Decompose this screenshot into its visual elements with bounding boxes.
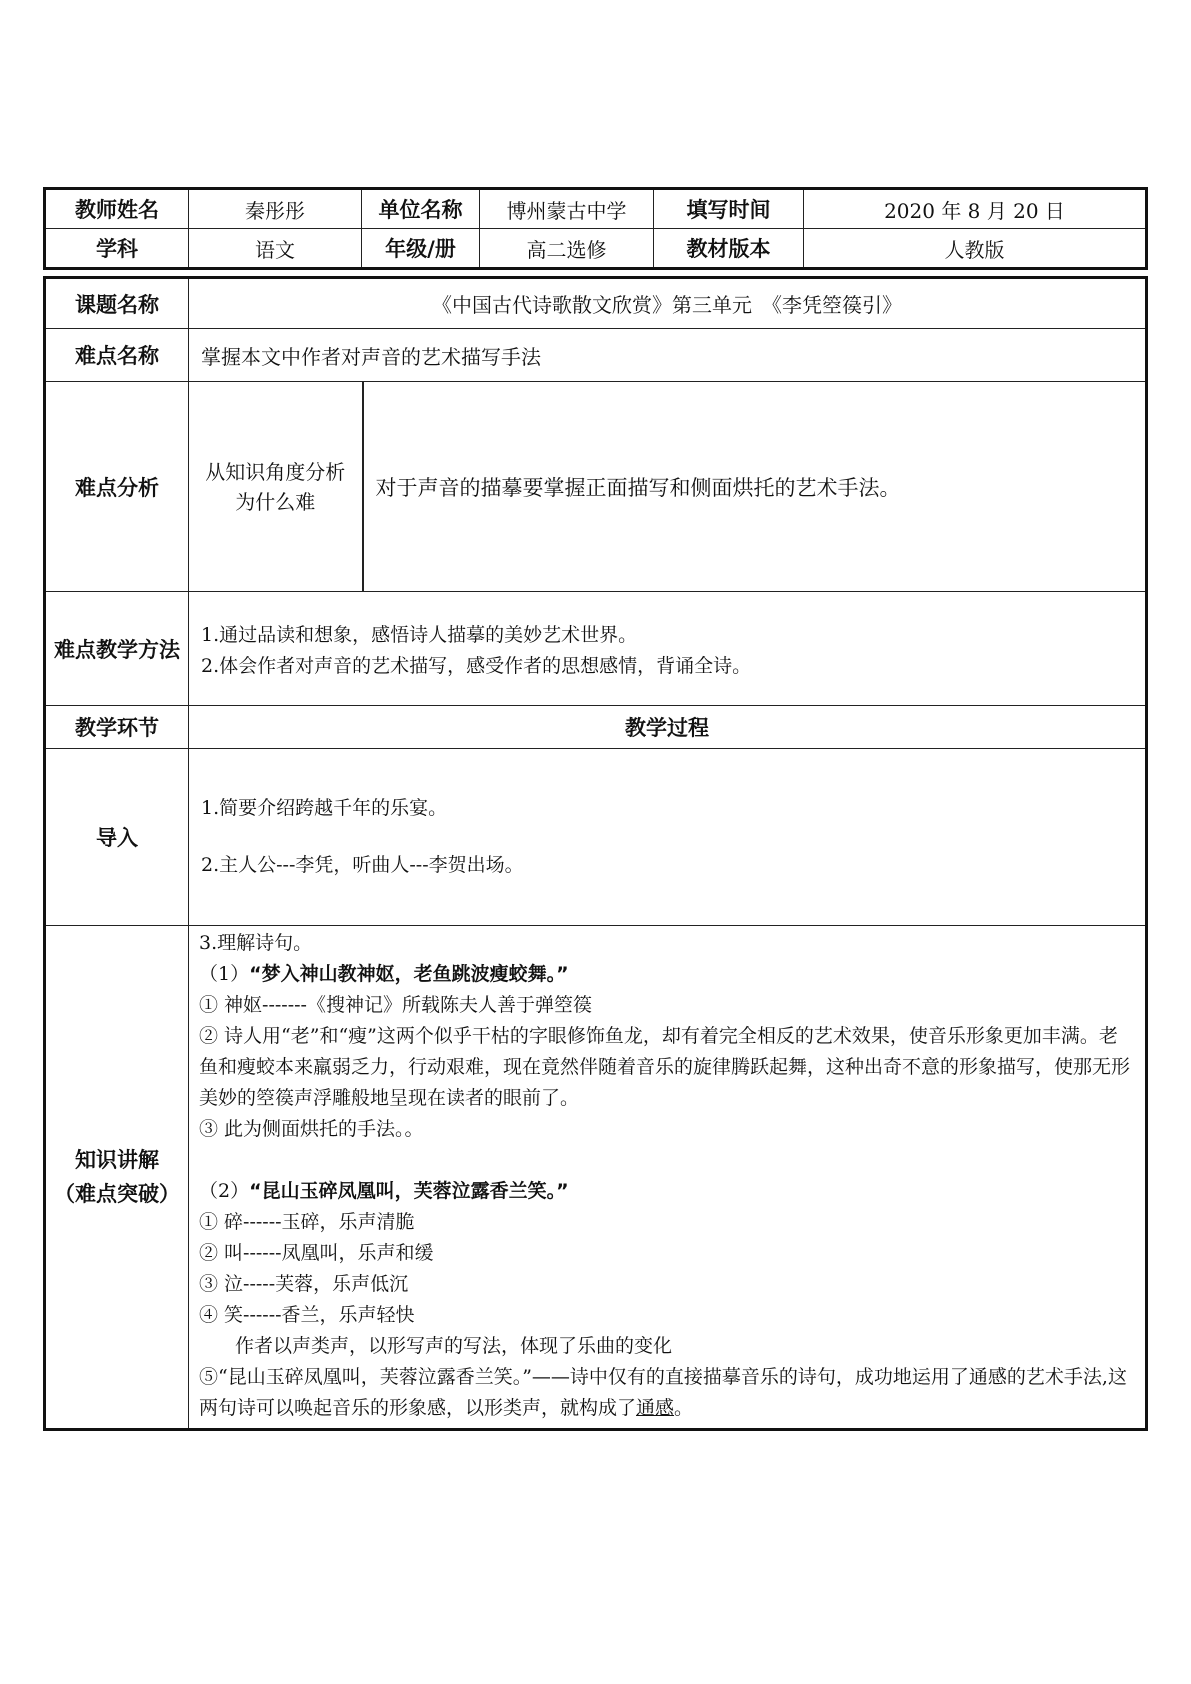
process-header-value: 教学过程 (189, 706, 1147, 749)
unit-name: 博州蒙古中学 (480, 189, 654, 229)
difficulty-value: 掌握本文中作者对声音的艺术描写手法 (189, 329, 1147, 382)
intro-content (189, 749, 1147, 926)
verse-2-note-4: ④ 笑------香兰，乐声轻快 (199, 1304, 415, 1326)
intro-item-2: 2.主人公---李凭，听曲人---李贺出场。 (201, 854, 524, 876)
knowledge-label (45, 926, 189, 1430)
grade-label: 年级/册 (362, 229, 480, 269)
process-stage-label: 教学环节 (45, 706, 189, 749)
verse-1-text: “梦入神山教神妪，老鱼跳波瘦蛟舞。” (249, 963, 569, 985)
verse-2-number: （2） (199, 1180, 250, 1202)
verse-1-note-2: ② 诗人用“老”和“瘦”这两个似乎干枯的字眼修饰鱼龙，却有着完全相反的艺术效果，使音乐形象更加丰满。老鱼和瘦蛟本来羸弱乏力，行动艰难，现在竟然伴随着音乐的旋律腾跃起舞，这种出奇不意的形象描写，使那无形美妙的箜篌声浮雕般地呈现在读者的眼前了。 (199, 1025, 1131, 1109)
analysis-sublabel (189, 382, 363, 592)
verse-1-note-3: ③ 此为侧面烘托的手法。。 (199, 1118, 424, 1140)
analysis-sublabel-line1: 从知识角度分析 (205, 459, 346, 484)
verse-1-note-1: ① 神妪-------《搜神记》所载陈夫人善于弹箜篌 (199, 994, 592, 1016)
header-table (43, 187, 1148, 270)
synesthesia-term: 通感 (636, 1397, 675, 1419)
grade-value: 高二选修 (480, 229, 654, 269)
difficulty-label: 难点名称 (45, 329, 189, 382)
verse-2-note-2: ② 叫------凤凰叫，乐声和缓 (199, 1242, 434, 1264)
verse-2-note-5-text: ⑤“昆山玉碎凤凰叫，芙蓉泣露香兰笑。”——诗中仅有的直接描摹音乐的诗句，成功地运用了通感的艺术手法,这两句诗可以唤起音乐的形象感，以形类声，就构成了 (199, 1366, 1127, 1419)
unit-label: 单位名称 (362, 189, 480, 229)
knowledge-label-line2: （难点突破） (54, 1182, 180, 1206)
knowledge-label-line1: 知识讲解 (75, 1148, 159, 1172)
verse-2-text: “昆山玉碎凤凰叫，芙蓉泣露香兰笑。” (249, 1180, 569, 1202)
knowledge-content (189, 926, 1147, 1430)
verse-1-number: （1） (199, 963, 250, 985)
analysis-content: 对于声音的描摹要掌握正面描写和侧面烘托的艺术手法。 (363, 382, 1147, 592)
date-label: 填写时间 (654, 189, 804, 229)
lesson-plan-sheet (43, 187, 1145, 1431)
method-item-1: 1.通过品读和想象，感悟诗人描摹的美妙艺术世界。 (201, 624, 638, 646)
edition-label: 教材版本 (654, 229, 804, 269)
knowledge-heading: 3.理解诗句。 (199, 932, 313, 954)
teacher-label: 教师姓名 (45, 189, 189, 229)
verse-2-note-1: ① 碎------玉碎，乐声清脆 (199, 1211, 415, 1233)
edition-value: 人教版 (804, 229, 1147, 269)
fill-date: 2020 年 8 月 20 日 (804, 189, 1147, 229)
topic-label: 课题名称 (45, 278, 189, 329)
verse-2-note-5-end: 。 (674, 1397, 694, 1419)
intro-label: 导入 (45, 749, 189, 926)
body-table (43, 276, 1148, 1431)
analysis-label: 难点分析 (45, 382, 189, 592)
methods-label: 难点教学方法 (45, 592, 189, 706)
verse-2-note-3: ③ 泣-----芙蓉，乐声低沉 (199, 1273, 409, 1295)
subject-label: 学科 (45, 229, 189, 269)
intro-item-1: 1.简要介绍跨越千年的乐宴。 (201, 797, 448, 819)
subject-value: 语文 (189, 229, 362, 269)
verse-2-note-5 (199, 1362, 1135, 1424)
teacher-name: 秦彤彤 (189, 189, 362, 229)
method-item-2: 2.体会作者对声音的艺术描写，感受作者的思想感情，背诵全诗。 (201, 655, 752, 677)
verse-1 (199, 959, 1135, 990)
topic-value: 《中国古代诗歌散文欣赏》第三单元 《李凭箜篌引》 (189, 278, 1147, 329)
verse-2-summary: 作者以声类声，以形写声的写法，体现了乐曲的变化 (235, 1335, 673, 1357)
verse-2 (199, 1176, 1135, 1207)
methods-content (189, 592, 1147, 706)
analysis-sublabel-line2: 为什么难 (235, 489, 316, 514)
